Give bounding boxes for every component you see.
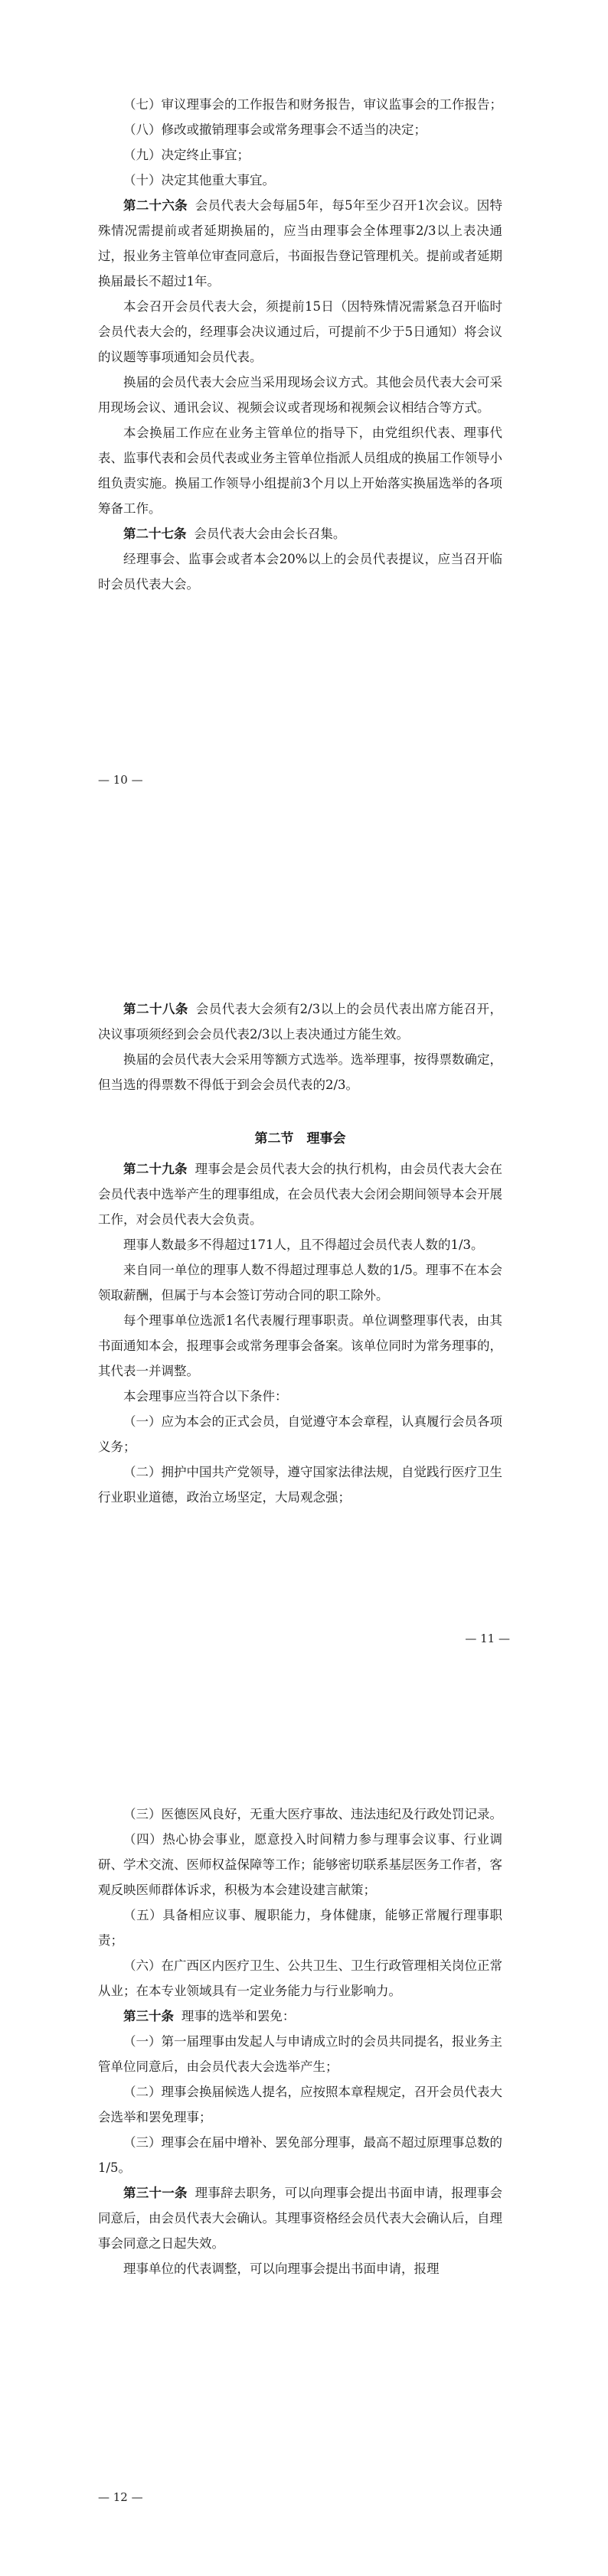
paragraph [98, 142, 502, 168]
paragraph [98, 1903, 502, 1953]
page-number: — 11 — [465, 1632, 510, 1645]
paragraph-text: 换届的会员代表大会采用等额方式选举。选举理事，按得票数确定，但当选的得票数不得低于到会会员代表的2/3。 [98, 1052, 502, 1092]
paragraph-text: （一）应为本会的正式会员，自觉遵守本会章程，认真履行会员各项义务； [98, 1414, 502, 1454]
paragraph [98, 1409, 502, 1459]
page-11-content [98, 996, 502, 1510]
article-paragraph [98, 2004, 502, 2029]
paragraph [98, 117, 502, 142]
paragraph-text: （二）拥护中国共产党领导，遵守国家法律法规，自觉践行医疗卫生行业职业道德，政治立场坚定，大局观念强； [98, 1465, 502, 1505]
paragraph [98, 1232, 502, 1257]
section-title: 第二节 理事会 [254, 1131, 346, 1146]
paragraph-text: （六）在广西区内医疗卫生、公共卫生、卫生行政管理相关岗位正常从业；在本专业领域具有一定业务能力与行业影响力。 [98, 1958, 502, 1998]
paragraph [98, 294, 502, 370]
paragraph-text: 换届的会员代表大会应当采用现场会议方式。其他会员代表大会可采用现场会议、通讯会议、视频会议或者现场和视频会议相结合等方式。 [98, 375, 502, 415]
article-number: 第三十一条 [123, 2186, 188, 2200]
paragraph-text: （四）热心协会事业，愿意投入时间精力参与理事会议事、行业调研、学术交流、医师权益保障等工作；能够密切联系基层医务工作者，客观反映医师群体诉求，积极为本会建设建言献策； [98, 1832, 502, 1897]
paragraph-text: 每个理事单位选派1名代表履行理事职责。单位调整理事代表，由其书面通知本会，报理事会或常务理事会备案。该单位同时为常务理事的，其代表一并调整。 [98, 1313, 502, 1378]
paragraph-text: 会员代表大会由会长召集。 [194, 527, 346, 541]
paragraph [98, 1827, 502, 1903]
paragraph [98, 1308, 502, 1384]
page-12 [0, 1717, 608, 2576]
paragraph-text: 会员代表大会须有2/3以上的会员代表出席方能召开，决议事项须经到会会员代表2/3以上表决通过方能生效。 [98, 1002, 502, 1042]
paragraph [98, 546, 502, 597]
page-12-content [98, 1802, 502, 2281]
paragraph [98, 2029, 502, 2079]
paragraph-text: 会员代表大会每届5年，每5年至少召开1次会议。因特殊情况需提前或者延期换届的，应当由理事会全体理事2/3以上表决通过，报业务主管单位审查同意后，书面报告登记管理机关。提前或者延期换届最长不超过1年。 [98, 198, 503, 289]
article-paragraph [98, 193, 502, 294]
paragraph-text: （二）理事会换届候选人提名，应按照本章程规定，召开会员代表大会选举和罢免理事； [98, 2085, 502, 2124]
paragraph [98, 370, 502, 420]
page-number: — 10 — [98, 773, 143, 787]
paragraph [98, 1257, 502, 1308]
paragraph [98, 1459, 502, 1510]
paragraph-text: 理事单位的代表调整，可以向理事会提出书面申请，报理 [123, 2261, 440, 2276]
paragraph-text: （三）医德医风良好，无重大医疗事故、违法违纪及行政处罚记录。 [123, 1807, 502, 1821]
paragraph [98, 168, 502, 193]
page-11-paragraphs-before [98, 996, 502, 1097]
article-number: 第二十八条 [123, 1002, 188, 1016]
article-number: 第二十七条 [123, 527, 187, 541]
article-number: 第三十条 [123, 2009, 174, 2023]
paragraph-text: 本会理事应当符合以下条件： [123, 1389, 288, 1404]
paragraph-text: （十）决定其他重大事宜。 [123, 173, 275, 187]
page-11-paragraphs-after [98, 1156, 502, 1510]
paragraph-text: 理事人数最多不得超过171人，且不得超过会员代表人数的1/3。 [123, 1237, 484, 1252]
paragraph [98, 2256, 502, 2281]
paragraph-text: 来自同一单位的理事人数不得超过理事总人数的1/5。理事不在本会领取薪酬，但属于与本会签订劳动合同的职工除外。 [98, 1263, 502, 1303]
page-number: — 12 — [98, 2490, 143, 2504]
paragraph [98, 1802, 502, 1827]
paragraph-text: （五）具备相应议事、履职能力，身体健康，能够正常履行理事职责； [98, 1908, 502, 1948]
paragraph-text: 理事会是会员代表大会的执行机构，由会员代表大会在会员代表中选举产生的理事组成，在会员代表大会闭会期间领导本会开展工作，对会员代表大会负责。 [98, 1162, 503, 1227]
article-number: 第二十六条 [123, 198, 188, 213]
page-10-content [98, 92, 502, 597]
page-11 [0, 859, 608, 1717]
page-10 [0, 0, 608, 859]
paragraph [98, 2130, 502, 2180]
paragraph [98, 1047, 502, 1097]
paragraph-text: （七）审议理事会的工作报告和财务报告，审议监事会的工作报告； [123, 97, 502, 112]
paragraph-text: （八）修改或撤销理事会或常务理事会不适当的决定； [123, 122, 427, 137]
paragraph-text: 经理事会、监事会或者本会20%以上的会员代表提议，应当召开临时会员代表大会。 [98, 552, 502, 592]
paragraph-text: 理事辞去职务，可以向理事会提出书面申请，报理事会同意后，由会员代表大会确认。其理事资格经会员代表大会确认后，自理事会同意之日起失效。 [98, 2186, 503, 2251]
paragraph-text: 本会换届工作应在业务主管单位的指导下，由党组织代表、理事代表、监事代表和会员代表或业务主管单位指派人员组成的换届工作领导小组负责实施。换届工作领导小组提前3个月以上开始落实换届选举的各项筹备工作。 [98, 426, 502, 516]
paragraph-text: 本会召开会员代表大会，须提前15日（因特殊情况需紧急召开临时会员代表大会的，经理事会决议通过后，可提前不少于5日通知）将会议的议题等事项通知会员代表。 [98, 299, 502, 364]
article-paragraph [98, 2180, 502, 2256]
paragraph [98, 1384, 502, 1409]
paragraph-text: （一）第一届理事由发起人与申请成立时的会员共同提名，报业务主管单位同意后，由会员代表大会选举产生； [98, 2034, 502, 2074]
article-paragraph [98, 521, 502, 546]
article-paragraph [98, 996, 502, 1047]
article-number: 第二十九条 [123, 1162, 188, 1176]
paragraph-text: （九）决定终止事宜； [123, 148, 250, 162]
paragraph [98, 1953, 502, 2004]
paragraph [98, 92, 502, 117]
paragraph [98, 420, 502, 521]
paragraph [98, 2079, 502, 2130]
paragraph-text: （三）理事会在届中增补、罢免部分理事，最高不超过原理事总数的1/5。 [98, 2135, 502, 2175]
article-paragraph [98, 1156, 502, 1232]
paragraph-text: 理事的选举和罢免： [181, 2009, 296, 2023]
